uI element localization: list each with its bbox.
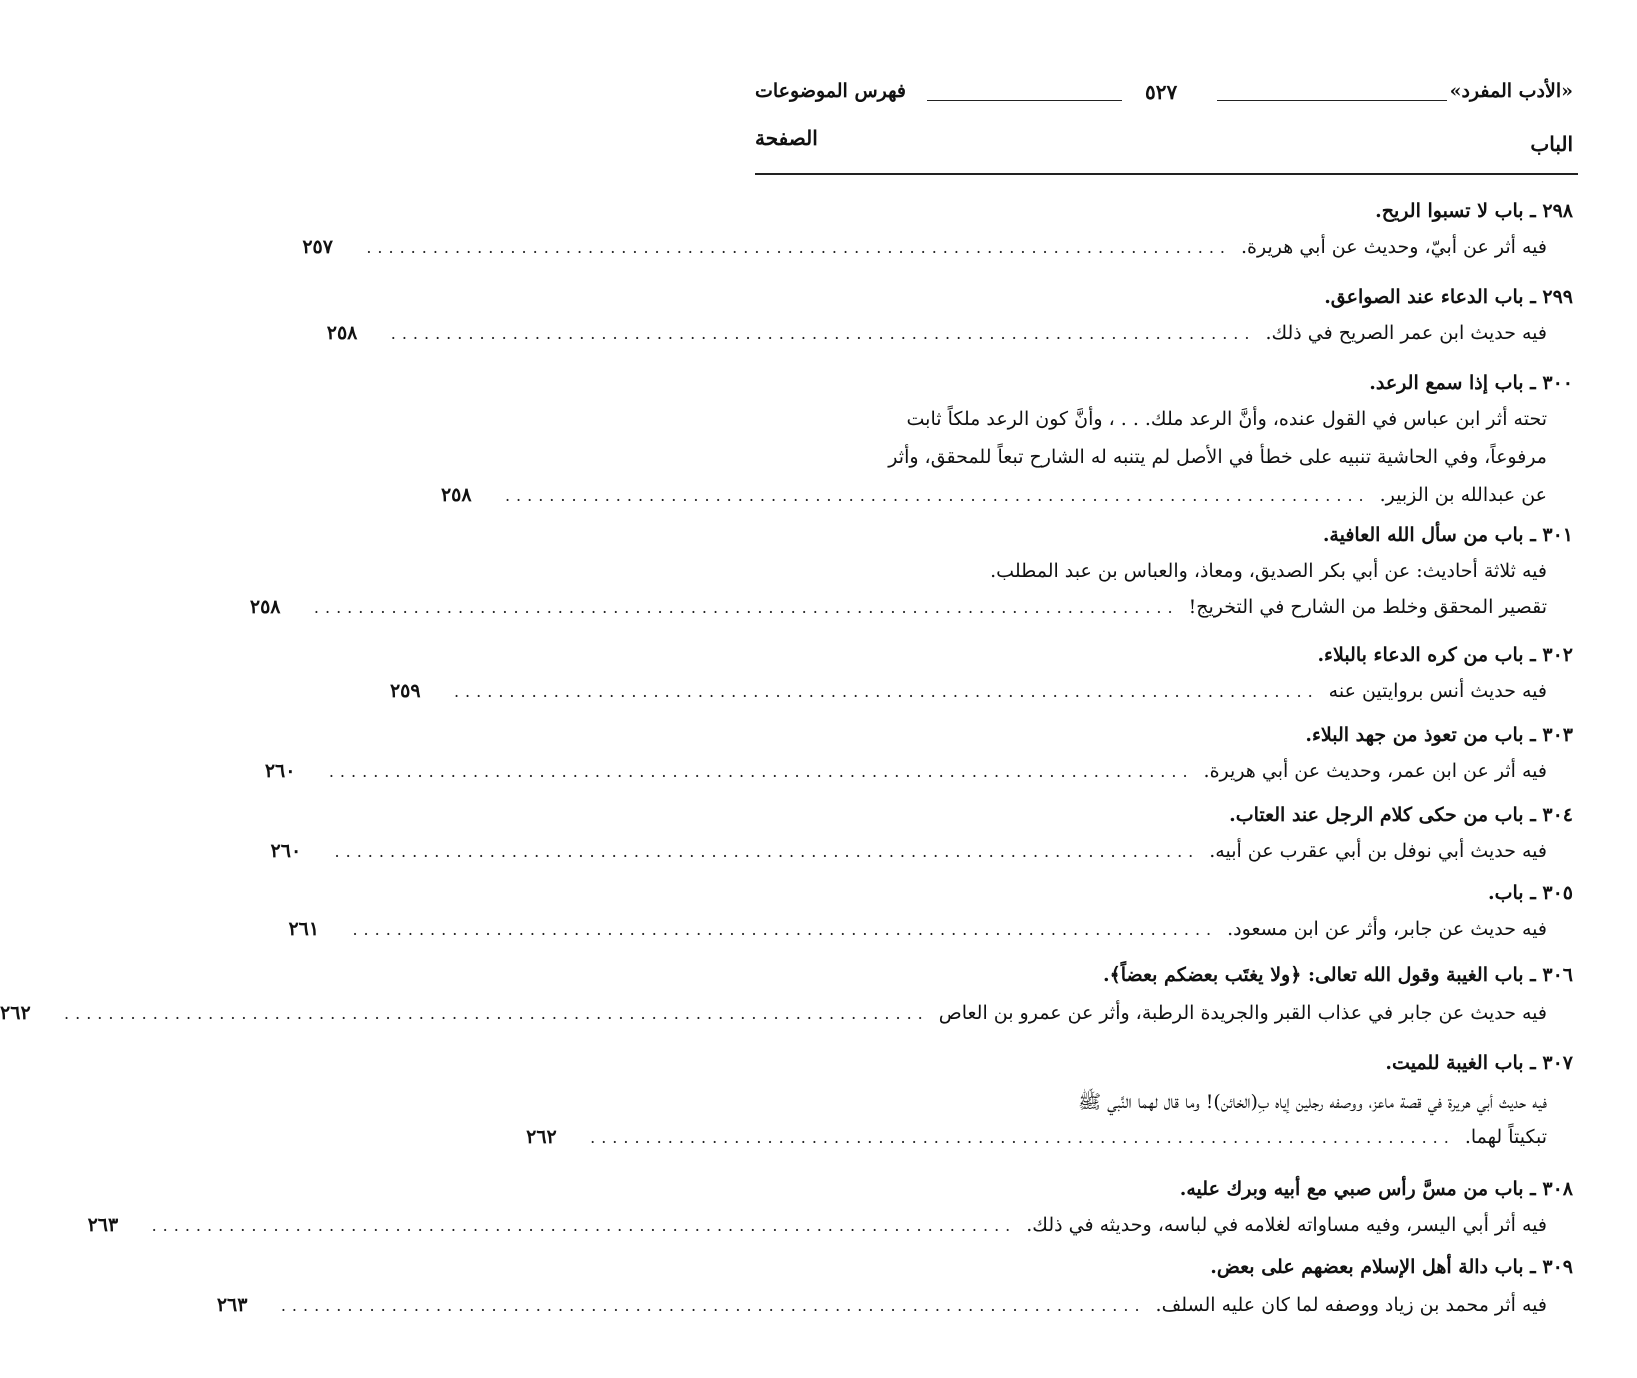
entry-text: مرفوعاً، وفي الحاشية تنبيه على خطأ في الأصل لم يتنبه له الشارح تبعاً للمحقق، وأثر [888,446,1547,468]
leader-dots: .............................................................................. [64,1004,929,1023]
entry-title: ٣٠٦ ـ باب الغيبة وقول الله تعالى: ﴿ولا يغتَب بعضكم بعضاً﴾. [1102,964,1573,986]
leader-dots: .............................................................................. [313,598,1179,617]
entry-title: ٣٠١ ـ باب من سأل الله العافية. [1322,524,1573,546]
entry-page-number: ٢٥٨ [440,484,472,506]
entry-line [440,484,1547,520]
entry-page-number: ٢٦٣ [216,1294,248,1316]
leader-dots: .............................................................................. [328,762,1194,781]
entry-title: ٢٩٨ ـ باب لا تسبوا الريح. [1375,200,1573,222]
entry-line [270,840,1547,876]
entry-title: ٣٠٨ ـ باب من مسَّ رأس صبي مع أبيه وبرك عليه. [1179,1178,1573,1200]
leader-dots: .............................................................................. [390,324,1256,343]
entry-title: ٢٩٩ ـ باب الدعاء عند الصواعق. [1324,286,1573,308]
entry-page-number: ٢٥٨ [249,596,281,618]
entry-text: تبكيتاً لهما. [1464,1126,1547,1148]
entry-page-number: ٢٥٧ [302,236,333,258]
entry-line [249,596,1547,632]
entry-text: فيه أثر محمد بن زياد ووصفه لما كان عليه السلف. [1155,1294,1547,1316]
entry-line [326,322,1547,358]
header-rule-left [927,100,1122,101]
entry-text: فيه حديث أبي نوفل بن أبي عقرب عن أبيه. [1209,840,1547,862]
entry-title: ٣٠٤ ـ باب من حكى كلام الرجل عند العتاب. [1229,804,1573,826]
entry-line [216,1294,1547,1330]
entry-line [389,680,1547,716]
entry-text: فيه حديث عن جابر في عذاب القبر والجريدة الرطبة، وأثر عن عمرو بن العاص [938,1002,1547,1024]
entry-text: فيه أثر عن أبيّ، وحديث عن أبي هريرة. [1241,236,1547,258]
entry-text: فيه أثر عن ابن عمر، وحديث عن أبي هريرة. [1203,760,1547,782]
entry-text: تقصير المحقق وخلط من الشارح في التخريج! [1188,596,1547,618]
entry-text: فيه حديث ابن عمر الصريح في ذلك. [1265,322,1547,344]
entry-text: فيه أثر أبي اليسر، وفيه مساواته لغلامه في لباسه، وحديثه في ذلك. [1026,1214,1547,1236]
entry-title: ٣٠٩ ـ باب دالة أهل الإسلام بعضهم على بعض. [1210,1256,1573,1278]
header-section-title: فهرس الموضوعات [755,80,906,102]
entry-page-number: ٢٥٩ [389,680,421,702]
entry-page-number: ٢٥٨ [326,322,358,344]
leader-dots: .............................................................................. [280,1296,1146,1315]
leader-dots: .............................................................................. [504,486,1370,505]
entry-text: فيه حديث أبي هريرة في قصة ماعز، ووصفه رجلين إياه بِ(الخائن)! وما قال لهما النَّبي ﷺ [1078,1091,1547,1113]
leader-dots: .............................................................................. [590,1128,1455,1147]
entry-text: عن عبدالله بن الزبير. [1379,484,1547,506]
column-heading-chapter: الباب [1530,132,1573,156]
entry-title: ٣٠٥ ـ باب. [1488,882,1573,904]
entry-title: ٣٠٣ ـ باب من تعوذ من جهد البلاء. [1305,724,1573,746]
entry-page-number: ٢٦٢ [526,1126,557,1148]
header-divider [755,173,1578,175]
leader-dots: .............................................................................. [352,920,1218,939]
entry-page-number: ٢٦٢ [0,1002,31,1024]
entry-page-number: ٢٦١ [288,918,320,940]
entry-line [302,236,1547,272]
entry-text: فيه حديث أنس بروايتين عنه [1328,680,1547,702]
leader-dots: .............................................................................. [334,842,1200,861]
header-book-title: «الأدب المفرد» [1449,80,1573,102]
header-rule-right [1217,100,1447,101]
entry-text: فيه ثلاثة أحاديث: عن أبي بكر الصديق، ومعاذ، والعباس بن عبد المطلب. [990,560,1547,582]
entry-line [526,1126,1547,1162]
leader-dots: .............................................................................. [366,238,1232,257]
entry-page-number: ٢٦٠ [270,840,302,862]
leader-dots: .............................................................................. [453,682,1319,701]
entry-title: ٣٠٢ ـ باب من كره الدعاء بالبلاء. [1317,644,1573,666]
entry-line [0,1002,1547,1038]
header-page-number: ٥٢٧ [1145,80,1178,104]
entry-line [288,918,1547,954]
entry-page-number: ٢٦٠ [264,760,296,782]
entry-line [87,1214,1547,1250]
entry-text: تحته أثر ابن عباس في القول عنده، وأنَّ الرعد ملك. . . ، وأنَّ كون الرعد ملكاً ثابت [906,408,1547,430]
column-heading-page: الصفحة [755,126,818,150]
entry-line [264,760,1547,796]
entry-text: فيه حديث عن جابر، وأثر عن ابن مسعود. [1227,918,1547,940]
entry-page-number: ٢٦٣ [87,1214,119,1236]
entry-title: ٣٠٠ ـ باب إذا سمع الرعد. [1369,372,1573,394]
leader-dots: .............................................................................. [151,1216,1017,1235]
entry-title: ٣٠٧ ـ باب الغيبة للميت. [1385,1052,1573,1074]
